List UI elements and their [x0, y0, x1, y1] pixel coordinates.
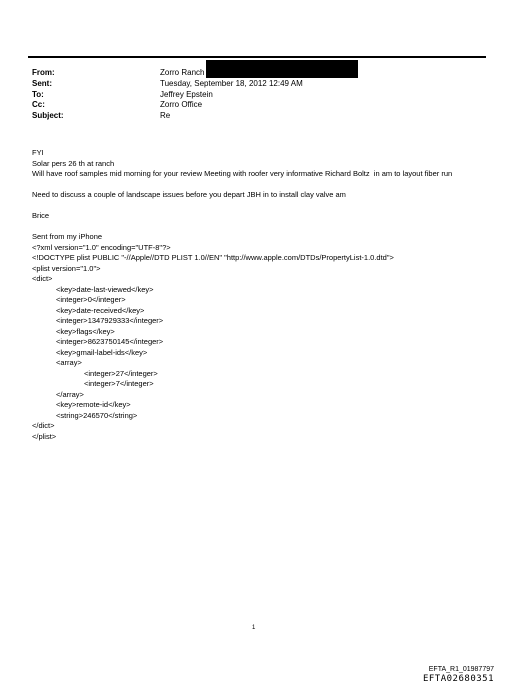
bates-number-2: EFTA02680351: [422, 674, 494, 684]
plist-line: <string>246570</string>: [56, 410, 138, 420]
plist-line: <?xml version="1.0" encoding="UTF-8"?>: [32, 242, 171, 252]
plist-line: <key>date-received</key>: [56, 305, 145, 315]
subject-value: Re: [160, 111, 171, 121]
from-label: From:: [32, 68, 55, 77]
from-name: Zorro Ranch: [160, 68, 205, 77]
to-label: To:: [32, 89, 44, 99]
plist-line: <key>date-last-viewed</key>: [56, 284, 154, 294]
body-line-signature: Brice: [32, 211, 50, 220]
sent-value: Tuesday, September 18, 2012 12:49 AM: [160, 78, 303, 88]
body-line-solar: Solar pers 26 th at ranch: [32, 158, 115, 168]
to-value: Jeffrey Epstein: [160, 89, 213, 99]
plist-line: <!DOCTYPE plist PUBLIC "-//Apple//DTD PLIST 1.0//EN" "http://www.apple.com/DTDs/PropertyList-1.0.dtd">: [32, 253, 394, 262]
plist-line: <dict>: [32, 274, 53, 283]
page-number: 1: [252, 625, 256, 631]
plist-line: <key>gmail-label-ids</key>: [56, 347, 148, 357]
plist-line: </array>: [56, 389, 84, 399]
cc-label: Cc:: [32, 100, 45, 110]
plist-line: <array>: [56, 358, 82, 367]
plist-line: <integer>1347929333</integer>: [56, 316, 164, 325]
plist-line: <plist version="1.0">: [32, 263, 101, 273]
body-line-fyi: FYI: [32, 148, 44, 157]
bates-number-1: EFTA_R1_01987797: [428, 666, 494, 673]
cc-value: Zorro Office: [160, 100, 203, 110]
subject-label: Subject:: [32, 111, 64, 121]
from-value: [160, 68, 358, 79]
body-line-roof: Will have roof samples mid morning for your review Meeting with roofer very informative Richard Boltz in am to layout fiber run: [32, 169, 453, 178]
sent-label: Sent:: [32, 78, 52, 88]
plist-line: <integer>27</integer>: [84, 368, 158, 378]
plist-line: </dict>: [32, 421, 55, 430]
body-line-sent-from: Sent from my iPhone: [32, 232, 103, 241]
plist-line: <integer>0</integer>: [56, 295, 126, 304]
plist-line: <key>flags</key>: [56, 326, 115, 336]
body-line-landscape: Need to discuss a couple of landscape issues before you depart JBH in to install clay valve am: [32, 190, 346, 199]
plist-line: </plist>: [32, 431, 57, 441]
plist-line: <integer>7</integer>: [84, 379, 154, 388]
plist-line: <integer>8623750145</integer>: [56, 337, 164, 346]
plist-line: <key>remote-id</key>: [56, 400, 131, 409]
redaction-box: [206, 60, 358, 78]
email-body: [32, 148, 487, 442]
plist-block: [32, 243, 487, 443]
header-rule: [28, 56, 486, 58]
